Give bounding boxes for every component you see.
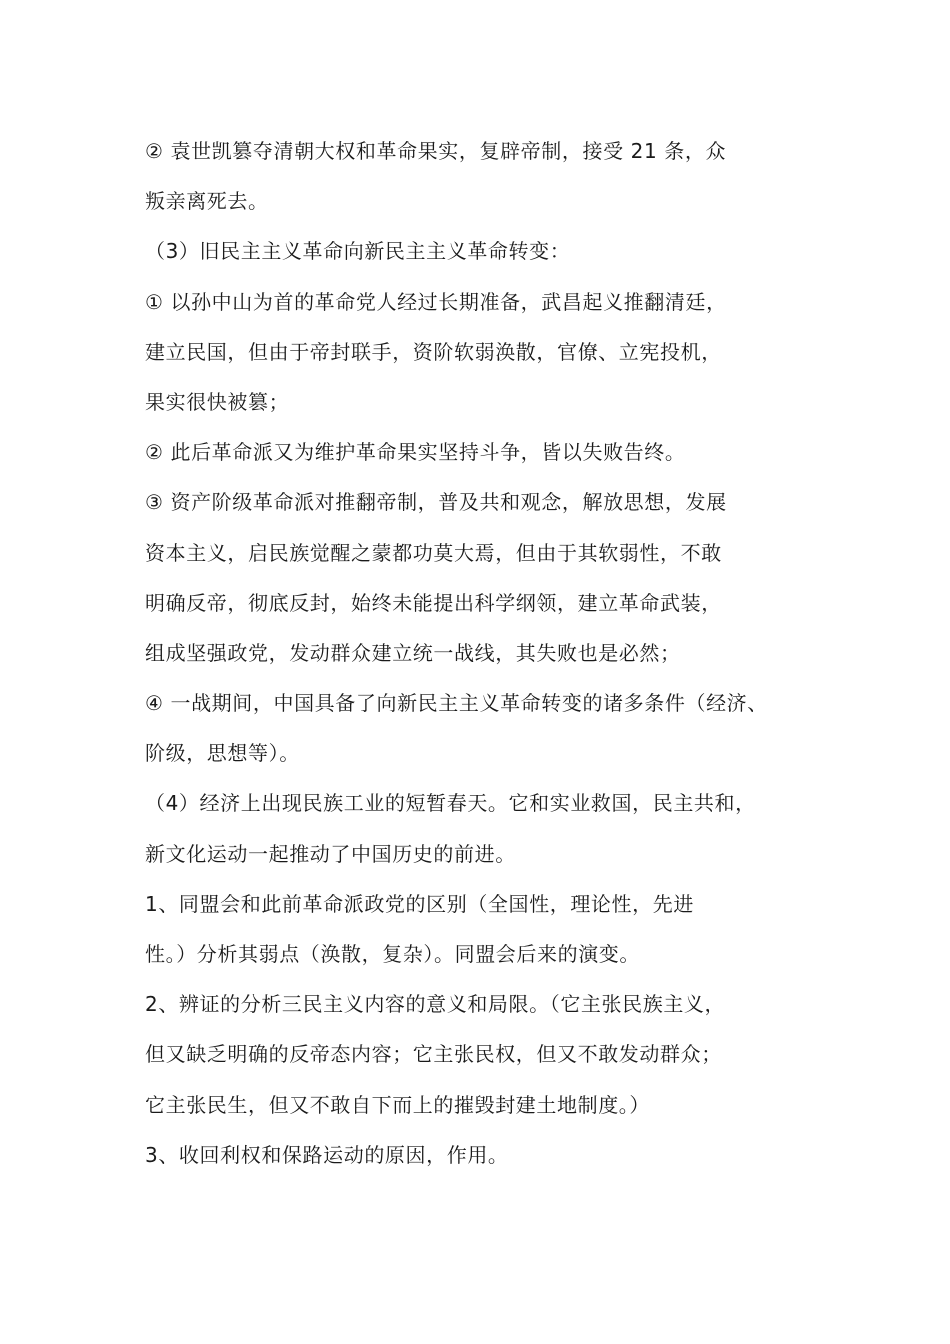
text-line: 它主张民生，但又不敢自下而上的摧毁封建土地制度。） bbox=[145, 1092, 650, 1117]
document-body bbox=[145, 126, 835, 1180]
text-line: ② 此后革命派又为维护革命果实坚持斗争，皆以失败告终。 bbox=[145, 440, 686, 465]
text-line: （4）经济上出现民族工业的短暂春天。它和实业救国，民主共和， bbox=[145, 791, 756, 816]
text-line: 叛亲离死去。 bbox=[145, 189, 269, 214]
text-line: ① 以孙中山为首的革命党人经过长期准备，武昌起义推翻清廷， bbox=[145, 289, 727, 314]
text-line: 但又缺乏明确的反帝态内容；它主张民权，但又不敢发动群众； bbox=[145, 1042, 722, 1067]
text-line: 建立民国，但由于帝封联手，资阶软弱涣散，官僚、立宪投机， bbox=[145, 339, 722, 364]
text-line: 2、辨证的分析三民主义内容的意义和局限。（它主张民族主义， bbox=[145, 992, 726, 1017]
text-line: 3、收回利权和保路运动的原因，作用。 bbox=[145, 1142, 509, 1167]
text-line: 性。）分析其弱点（涣散，复杂）。同盟会后来的演变。 bbox=[145, 942, 640, 966]
text-line: ④ 一战期间，中国具备了向新民主主义革命转变的诸多条件（经济、 bbox=[145, 691, 768, 716]
text-line: 明确反帝，彻底反封，始终未能提出科学纲领，建立革命武装， bbox=[145, 590, 722, 615]
text-line: ③ 资产阶级革命派对推翻帝制，普及共和观念，解放思想，发展 bbox=[145, 490, 727, 515]
text-line: 资本主义，启民族觉醒之蒙都功莫大焉，但由于其软弱性，不敢 bbox=[145, 540, 722, 565]
text-line: 1、同盟会和此前革命派政党的区别（全国性，理论性，先进 bbox=[145, 891, 694, 916]
text-line: 阶级，思想等）。 bbox=[145, 741, 300, 766]
text-line: （3）旧民主主义革命向新民主主义革命转变： bbox=[145, 239, 571, 264]
text-line: ② 袁世凯篡夺清朝大权和革命果实，复辟帝制，接受 21 条，众 bbox=[145, 139, 727, 163]
text-line: 新文化运动一起推动了中国历史的前进。 bbox=[145, 841, 516, 866]
text-line: 果实很快被篡； bbox=[145, 389, 290, 414]
text-line: 组成坚强政党，发动群众建立统一战线，其失败也是必然； bbox=[145, 640, 681, 665]
